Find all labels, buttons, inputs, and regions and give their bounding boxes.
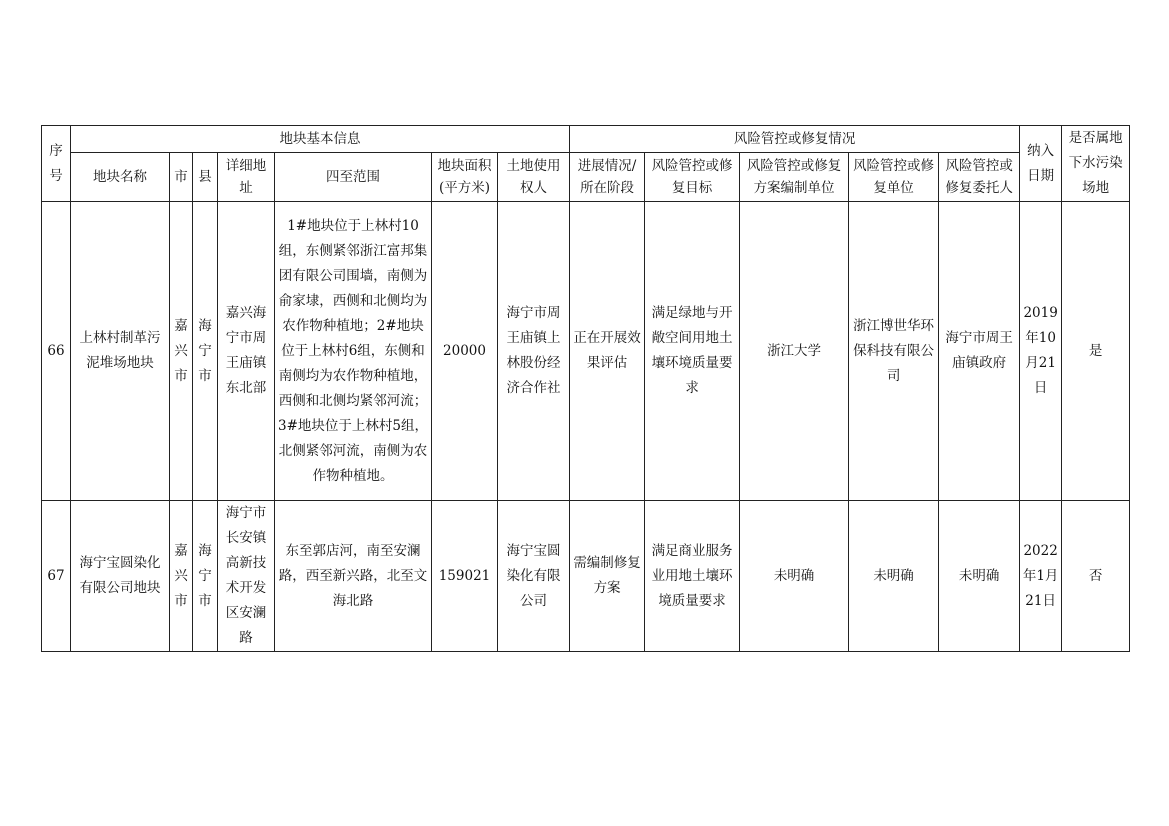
cell-area: 20000 [432, 202, 498, 501]
header-county: 县 [193, 153, 218, 202]
cell-area: 159021 [432, 501, 498, 652]
cell-target: 满足商业服务业用地土壤环境质量要求 [645, 501, 740, 652]
cell-owner: 海宁宝圆染化有限公司 [498, 501, 570, 652]
cell-city: 嘉兴市 [170, 501, 193, 652]
header-included-date: 纳入日期 [1020, 126, 1062, 202]
header-boundary: 四至范围 [275, 153, 432, 202]
header-address: 详细地址 [218, 153, 275, 202]
cell-boundary: 1#地块位于上林村10组，东侧紧邻浙江富邦集团有限公司围墙，南侧为俞家埭，西侧和北侧均为农作物种植地；2#地块位于上林村6组，东侧和南侧均为农作物种植地，西侧和北侧均紧邻河流；3#地块位于上林村5组，北侧紧邻河流，南侧为农作物种植地。 [275, 202, 432, 501]
cell-plan-unit: 浙江大学 [740, 202, 849, 501]
cell-name: 海宁宝圆染化有限公司地块 [71, 501, 170, 652]
table-row [42, 202, 1130, 501]
cell-owner: 海宁市周王庙镇上林股份经济合作社 [498, 202, 570, 501]
cell-county: 海宁市 [193, 501, 218, 652]
header-client: 风险管控或修复委托人 [939, 153, 1020, 202]
header-repair-unit: 风险管控或修复单位 [849, 153, 939, 202]
cell-date: 2022年1月21日 [1020, 501, 1062, 652]
cell-seq: 67 [42, 501, 71, 652]
cell-client: 海宁市周王庙镇政府 [939, 202, 1020, 501]
cell-county: 海宁市 [193, 202, 218, 501]
cell-groundwater: 是 [1062, 202, 1130, 501]
group-header-row [42, 126, 1130, 153]
header-owner: 土地使用权人 [498, 153, 570, 202]
header-target: 风险管控或修复目标 [645, 153, 740, 202]
contaminated-site-table [41, 125, 1130, 652]
header-area: 地块面积(平方米) [432, 153, 498, 202]
header-basic-info: 地块基本信息 [71, 126, 570, 153]
cell-progress: 需编制修复方案 [570, 501, 645, 652]
header-city: 市 [170, 153, 193, 202]
header-groundwater: 是否属地下水污染场地 [1062, 126, 1130, 202]
cell-plan-unit: 未明确 [740, 501, 849, 652]
cell-repair-unit: 浙江博世华环保科技有限公司 [849, 202, 939, 501]
header-risk-info: 风险管控或修复情况 [570, 126, 1020, 153]
cell-name: 上林村制革污泥堆场地块 [71, 202, 170, 501]
header-progress: 进展情况/所在阶段 [570, 153, 645, 202]
cell-target: 满足绿地与开敞空间用地土壤环境质量要求 [645, 202, 740, 501]
cell-date: 2019年10月21日 [1020, 202, 1062, 501]
table-row [42, 501, 1130, 652]
cell-address: 海宁市长安镇高新技术开发区安澜路 [218, 501, 275, 652]
header-name: 地块名称 [71, 153, 170, 202]
header-seq: 序号 [42, 126, 71, 202]
header-plan-unit: 风险管控或修复方案编制单位 [740, 153, 849, 202]
cell-boundary: 东至郭店河，南至安澜路，西至新兴路，北至文海北路 [275, 501, 432, 652]
cell-progress: 正在开展效果评估 [570, 202, 645, 501]
column-header-row [42, 153, 1130, 202]
cell-seq: 66 [42, 202, 71, 501]
cell-city: 嘉兴市 [170, 202, 193, 501]
cell-address: 嘉兴海宁市周王庙镇东北部 [218, 202, 275, 501]
cell-client: 未明确 [939, 501, 1020, 652]
cell-repair-unit: 未明确 [849, 501, 939, 652]
cell-groundwater: 否 [1062, 501, 1130, 652]
